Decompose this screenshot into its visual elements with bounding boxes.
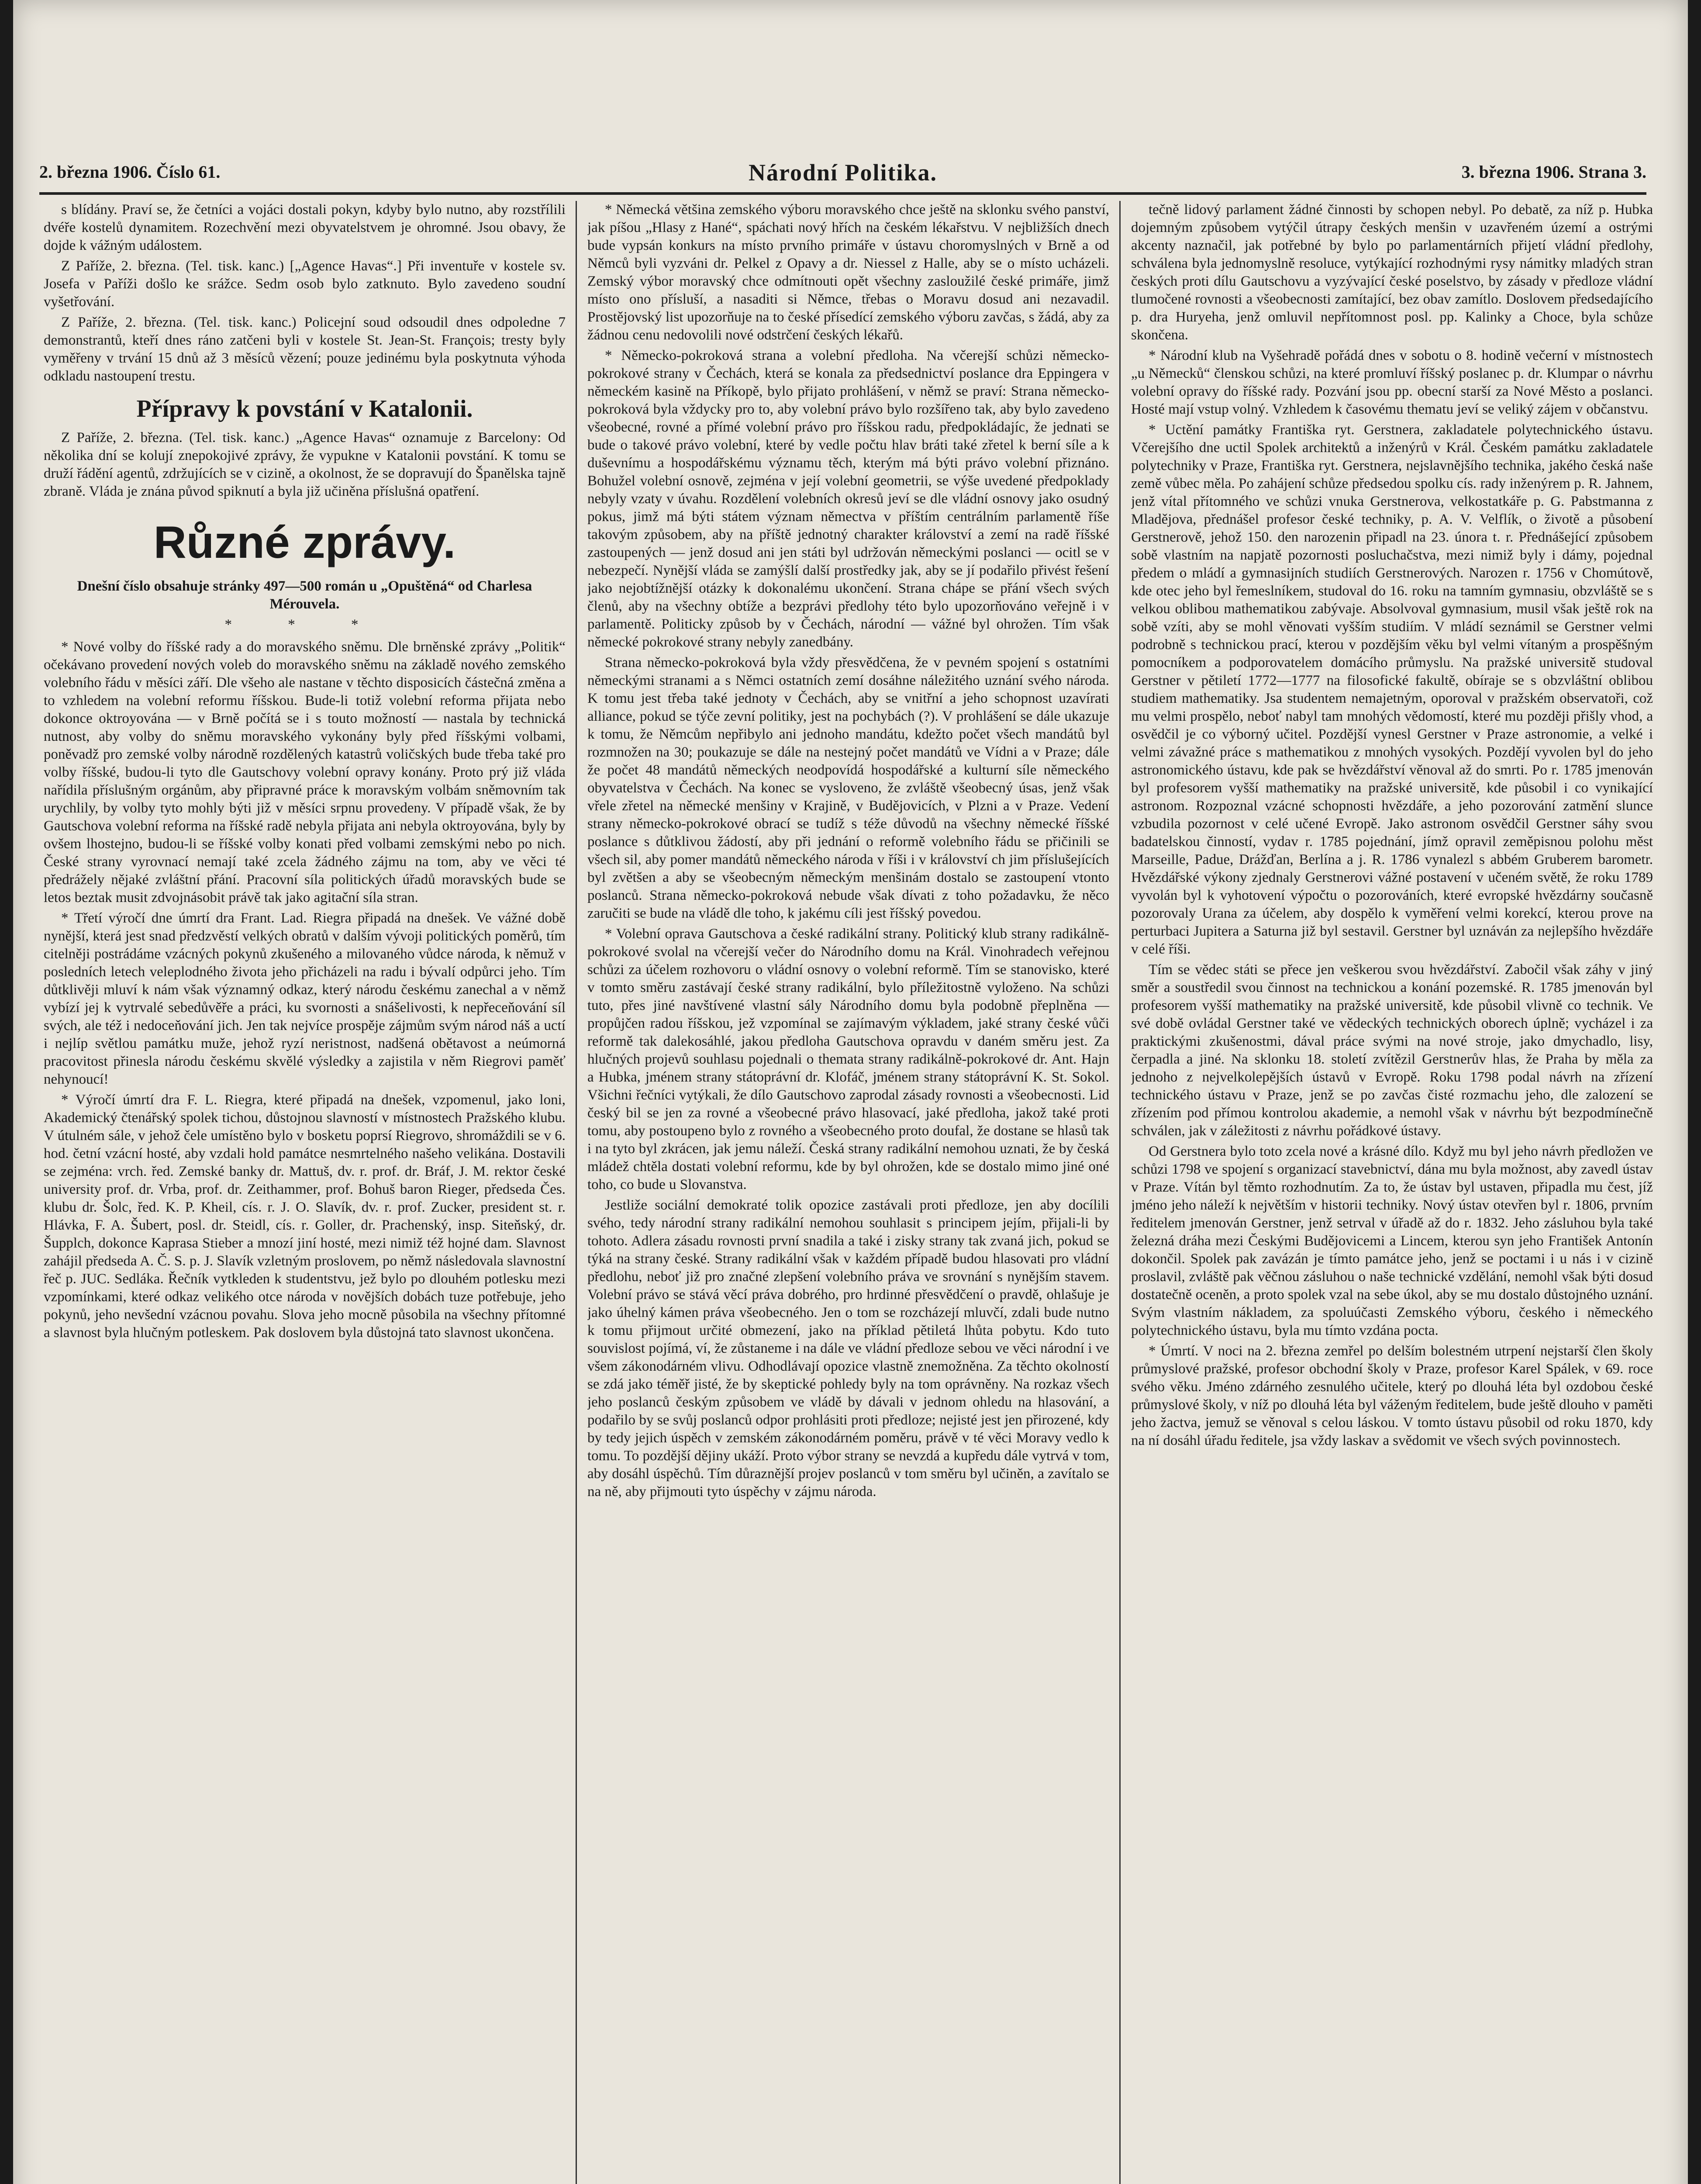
article-paragraph: Od Gerstnera bylo toto zcela nové a krásné dílo. Když mu byl jeho návrh předložen ve schůzi 1798 ve spojení s organizací stavebnictví, dána mu byla možnost, aby zavedl ústav v Praze. Vítán byl těmto rozhodnutím. Za to, že ústav byl ustaven, připadla mu čest, jíž jméno jeho náleží k největším v historii techniky. Nový ústav otevřen byl r. 1806, prvním ředitelem jmenován Gerstner, jenž setrval v úřadě až do r. 1832. Jeho zásluhou byla také železná dráha mezi Českými Budějovicemi a Lincem, kterou syn jeho František Antonín dokončil. Spolek pak zavázán je tímto památce jeho, jenž se poctami i u nás i v cizině proslavil, zvláště pak věčnou zásluhou o naše technické vzdělání, nemohl však býti dosud dostatečně oceněn, a proto spolek vzal na sebe úkol, aby se mu dostalo důstojného uznání. Svým vlastním nákladem, za spoluúčasti Zemského výboru, českého i německého polytechnického ústavu, byla mu tímto vzdána pocta.	[1131, 1144, 1653, 1338]
article-paragraph: * Německá většina zemského výboru moravského chce ještě na sklonku svého panství, jak píšou „Hlasy z Hané“, spáchati nový hřích na českém lékařstvu. V nejbližších dnech bude vypsán konkurs na místo prvního primáře v ústavu choromyslných v Brně a od Němců byli vyzváni dr. Pelkel z Opavy a dr. Niessel z Halle, aby se o místo ucházeli. Zemský výbor moravský chce odmítnouti opět všechny zasloužilé české primáře, jimž místo ono přísluší, a nasaditi si Němce, třebas o Moravu dosud ani nezavadil. Prostějovský list upozorňuje na to české přísedící zemského výboru zavčas, s žádá, aby za žádnou cenu nedovolili nové odstrčení českých lékařů.	[587, 202, 1109, 343]
section-separator: * * *	[224, 617, 385, 632]
page-header	[39, 159, 1646, 192]
article-paragraph: Z Paříže, 2. března. (Tel. tisk. kanc.) „Agence Havas“ oznamuje z Barcelony: Od několika dní se kolují znepokojivé zprávy, že vypukne v Katalonii povstání. K tomu se druží řádění agentů, zdržujících se v cizině, a okolnost, že se dopravují do Španělska tajně zbraně. Vláda je znána původ spiknutí a byla již učiněna příslušná opatření.	[44, 430, 566, 499]
column-rule	[576, 201, 577, 2184]
article-paragraph: * Třetí výročí dne úmrtí dra Frant. Lad. Riegra připadá na dnešek. Ve vážné době nynější, která jest snad předzvěstí velkých obratů v dalším vývoji politických poměrů, tím citelněji postrádáme vzácných pokynů zkušeného a milovaného vůdce národa, k němuž v posledních letech veleplodného života jeho přicházeli na radu i bývalí odpůrci jeho. Tím důtklivěji mluví k nám však významný odkaz, který národu českému zanechal a v němž vybízí jej k vytrvalé sebedůvěře a práci, ku svornosti a snášelivosti, k nepřeceňování síl svých, ale též i nedoceňování jich. Jen tak nejvíce prospěje zájmům svým národ náš a uctí i nejlíp světlou památku muže, jehož ryzí neristnost, nadšená obětavost a neúmorná pracovitost přinesla národu českému skvělé výsledky a zajistila v něm Riegrovi paměť nehynoucí!	[44, 910, 566, 1087]
newspaper-page	[13, 0, 1688, 2184]
column-2	[587, 201, 1109, 2184]
article-paragraph: * Německo-pokroková strana a volební předloha. Na včerejší schůzi německo-pokrokové strany v Čechách, která se konala za předsednictví poslance dra Eppingera v německém kasině na Příkopě, bylo přijato prohlášení, v němž se praví: Strana německo-pokroková byla vždycky pro to, aby volební právo bylo rozšířeno tak, aby bylo zavedeno všeobecné, rovné a přímé volební právo pro říšskou radu, předpokládajíc, že jednati se bude o takové právo volební, které by vedle počtu hlav bráti také zřetel k berní síle a k duševnímu a hospodářskému významu těch, kterým má býti právo volební přiznáno. Bohužel volební osnově, zejména v její volební geometrii, se výše uvedené předpoklady nebyly vzaty v úvahu. Rozdělení volebních okresů jeví se dle vládní osnovy jako osudný pokus, jimž má býti státem význam němectva v příštím centrálním parlamentě říše takovým způsobem, aby na příště jednotný charakter království a zemí na radě říšské zastoupených — jenž dosud ani jen státi byl udržován německými poslanci — ocitl se v nebezpečí. Nynější vláda se zamýšlí další prostředky jak, aby se jí podařilo přivést řešení jako nejobtížnější otázky k dokonalému ukončení. Strana chápe se přání všech svých členů, aby na všechny obtíže a bezprávi předlohy této bylo upozorňováno veřejně i v parlamentě. Politicky způsob by v Čechách, národní — vážné byl ohrožen. Tím však německé pokrokové strany nebyly zanedbány.	[587, 348, 1109, 650]
column-rule	[1119, 201, 1121, 2184]
article-paragraph: Jestliže sociální demokraté tolik opozice zastávali proti předloze, jen aby docílili svého, tedy národní strany radikální nemohou souhlasit s principem jejím, přijali-li by tohoto. Adlera zásadu rovnosti první snadila a také i zisky strany tak zvaná jich, pokud se týká na strany české. Strany radikální však v každém případě budou hlasovati pro vládní předlohu, neboť již pro značné zlepšení volebního práva ve srovnání s nynějším stavem. Volební právo se stává věcí práva dobrého, pro hrdinné přesvědčení o pravdě, ohlašuje je jako úhelný kámen práva všeobecného. Jen o tom se rozcházejí mluvčí, zdali bude nutno k tomu přijmout určité obmezení, jako na příklad pětiletá lhůta pobytu. Kdo tuto souvislost pojímá, ví, že zůstaneme i na dále ve vládní předloze sebou ve věci národní i ve všem zákonodárném vlivu. Odhodlávají opozice vlastně znemožněna. Za těchto okolností se zdá jako téměř jisté, že by skeptické pohledy byly na tom oprávněny. Na rozkaz všech jeho poslanců českým způsobem ve vládě by dávali v jednom ohledu na hlasování, a podařilo by se svůj poslanců odpor prohlásiti proti předloze; nejisté jest jen přirozené, kdy by tedy jejich úspěch v zemském zákonodárném poměru, právě v té věci Moravy vedlo k tomu. To pozdější dějiny ukáží. Proto výbor strany se nevzdá a kupředu dále vytrvá v tom, aby dosáhl úspěchů. Tím důraznější projev poslanců v tom směru byl učiněn, a zavítalo se na ně, aby přijmouti tyto úspěchy v zájmu národa.	[587, 1197, 1109, 1500]
article-paragraph: Tím se vědec státi se přece jen veškerou svou hvězdářství. Zabočil však záhy v jiný směr a soustředil svou činnost na technickou a konání pozemské. R. 1785 jmenován byl profesorem vyšší mathematiky na pražské universitě, kde působil vlivně co technik. Ve své době ovládal Gerstner také ve vědeckých technických oborech úplně; vycházel i za praktickými zkušenostmi, dával práce svými na nové stroje, jako dmychadlo, lisy, čerpadla a jiné. Na sklonku 18. století zvítězil Gerstnerův hlas, že Praha by měla za jednoho z nejvelkolepějších ústavů v Evropě. Roku 1798 podal návrh na zřízení technického ústavu v Praze, jenž se po zavčas čisté rozmachu jeho, dle zalození se zřízením pod přímou kontrolou akademie, a nemohl však v návrhu být bezpodmínečně schválen, jak v záležitosti z návrhu pořádkové ústavy.	[1131, 962, 1653, 1139]
article-paragraph: s blídány. Praví se, že četníci a vojáci dostali pokyn, kdyby bylo nutno, aby rozstřílili dvéře kostelů dynamitem. Rozechvění mezi obyvatelstvem je ohromné. Jsou obavy, že dojde k vážným událostem.	[44, 202, 566, 253]
article-paragraph: * Volební oprava Gautschova a české radikální strany. Politický klub strany radikálně-pokrokové svolal na včerejší večer do Národního domu na Král. Vinohradech veřejnou schůzi za účelem rozhovoru o vládní osnovy o volební reformě. Tím se stanovisko, které v tomto směru zastávají české strany radikální, bylo příležitostně vyloženo. Na schůzi tuto, přes jiné navštívené vlastní sály Národního domu byla podobně přeplněna — propůjčen radou říšskou, jež vzpomínal se zajímavým výkladem, jaké strany české vůči reformě tak dalekosáhlé, jakou předloha Gautschova opravdu v daném směru jest. Za hlučných projevů souhlasu pojednali o themata strany radikálně-pokrokové dr. Ant. Hajn a Hubka, jménem strany státoprávní dr. Klofáč, jménem strany státoprávní K. St. Sokol. Všichni řečníci vytýkali, že dílo Gautschovo zaprodal zásady rovnosti a všeobecnosti. Lid český bil se jen za rovné a všeobecné právo hlasovací, jaké předloha, jakož také proti tomu, aby postoupeno bylo z rovného a všeobecného proto doufal, že dostane se hlasů tak i na tyto byl zkrácen, jak jemu náleží. Česká strany radikální nemohou uznati, že by česká mládež chtěla dostati volební reformu, kde by byl ohrožen, kde se dostalo mimo jiné oné toho, co bude u Slovanstva.	[587, 926, 1109, 1192]
article-paragraph: Z Paříže, 2. března. (Tel. tisk. kanc.) [„Agence Havas“.] Při inventuře v kostele sv. Josefa v Paříži došlo ke srážce. Sedm osob bylo zatknuto. Bylo zavedeno soudní vyšetřování.	[44, 258, 566, 310]
article-paragraph: Strana německo-pokroková byla vždy přesvědčena, že v pevném spojení s ostatními německými stranami a s Němci ostatních zemí dosáhne náležitého uznání svého národa. K tomu jest třeba také jednoty v Čechách, aby se vnitřní a jeho schopnost uzavírati alliance, pokud se týče zevní politiky, jest na pochybách (?). V prohlášení se dále ukazuje k tomu, že Němcům nepřibylo ani jednoho mandátu, kdežto počet všech mandátů byl rozmnožen na 30; poukazuje se dále na nestejný počet mandátů ve Vídni a v Praze; dále že počet 48 mandátů německých neodpovídá hospodářské a kulturní síle německého obyvatelstva v Čechách. Na konec se vysloveno, že zvláště všeobecný úsas, jenž však vřele zřetel na německé menšiny v Krajině, v Budějovicích, v Plzni a v Praze. Vedení strany německo-pokrokové obrací se tudíž s téže důvodů na všechny německé říšské poslance s důtklivou žádostí, aby při jednání o reformě volebního řádu se přičinili se všech sil, aby pomer mandátů německého národa v říši i v království ch jim příslušejících byl zvětšen a aby se všeobecným německým menšinám dostalo se zastoupení vtonto poslanců. Strana německo-pokroková nebude však dívati z toho požadavku, že něco zaručiti se bude na vládě dle toho, k jakému cíli jest říšský povedou.	[587, 655, 1109, 921]
feuilleton-notice: Dnešní číslo obsahuje stránky 497—500 román u „Opuštěná“ od Charlesa Mérouvela.	[77, 578, 532, 612]
column-3	[1131, 201, 1653, 2184]
section-heading-ruzne-zpravy: Různé zprávy.	[153, 517, 456, 568]
article-paragraph: tečně lidový parlament žádné činnosti by schopen nebyl. Po debatě, za níž p. Hubka dojemným způsobem vytýčil útrapy českých menšin v uzavřeném území a ostrými akcenty naznačil, jak potřebné by bylo po parlamentárních přijetí vládní předlohy, schválena byla jednomyslně resoluce, vytýkající rozhodnými rysy námitky mladých stran českých proti dílu Gautschovu a vyzývající české poselstvo, by zásady v předloze vládní tlumočené rovnosti a všeobecnosti zamítající, bez obav zamítlo. Doslovem předsedajícího p. dra Huryeha, jenž omluvil nepřítomnost posl. pp. Kalinky a Choce, byla schůze skončena.	[1131, 202, 1653, 343]
article-paragraph: * Národní klub na Vyšehradě pořádá dnes v sobotu o 8. hodině večerní v místnostech „u Německů“ členskou schůzi, na které promluví říšský poslanec p. dr. Klumpar o návrhu volební opravy do říšské rady. Pozvání jsou pp. obecní starší za Nové Město a poslanci. Hosté mají vstup volný. Vzhledem k časovému thematu jeví se veliký zájem v občanstvu.	[1131, 348, 1653, 417]
article-paragraph: * Uctění památky Františka ryt. Gerstnera, zakladatele polytechnického ústavu. Včerejšího dne uctil Spolek architektů a inženýrů v Král. Českém památku zakladatele polytechniky v Praze, Františka ryt. Gerstnera, nejslavnějšího technika, jakého česká naše země vůbec měla. Po zahájení schůze předsedou spolku cís. rady inženýrem p. R. Jahnem, jenž vítal přítomného ve schůzi vnuka Gerstnerova, velkostatkáře p. G. Pabstmanna z Mladějova, přednášel profesor české techniky, p. A. V. Velflík, o životě a působení Gerstnerově, jehož 150. den narozenin připadl na 23. února t. r. Přednášející způsobem sobě vlastním na napjatě pozornosti posluchačstva, mezi nimiž byly i dámy, pojednal předem o mládí a gymnasijních studiích Gerstnerových. Narozen r. 1756 v Chomútově, kde otec jeho byl řemeslníkem, studoval do 16. roku na tamním gymnasiu, obzvláště se s velkou oblibou mathematikou zabývaje. Absolvoval gymnasium, musil však ještě rok na sobě vzíti, aby se mohl věnovati vyšším studiím. V mládí seznámil se Gerstner velmi podrobně s technickou prací, kterou v pozdějším věku byl velmi vítaným a prospěšným pomocníkem a podporovatelem domácího průmyslu. Na pražské universitě studoval Gerstner v pětiletí 1772—1777 na filosofické fakultě, obíraje se s obzvláštní oblibou studiem mathematiky. Jsa studentem nemajetným, oporoval v pražském observatoři, což mu velmi prospělo, neboť nabyl tam mnohých vědomostí, které mu později přišly vhod, a osvědčil je co výborný učitel. Pozdější vynesl Gerstner v Praze astronomie, a velké i velmi závažné práce s mathematikou z mnohých vysokých. Pozdějí vyvolen byl do jeho astronomického ústavu, kde pak se hvězdářství věnoval až do smrti. Po r. 1785 jmenován byl profesorem vyšší mathematiky na pražské universitě, kde působil i co vynikající astronom. Rozpoznal vzácné schopnosti hvězdáře, a jeho pozorování zatmění slunce vzbudila pozornost v celé učené Evropě. Jako astronom osvědčil Gerstner sáhy svou badatelskou činností, vydav r. 1785 pojednání, jímž opravil zeměpisnou polohu měst Marseille, Padue, Drážďan, Berlína a j. R. 1786 vynalezl s abbém Gruberem barometr. Hvězdářské výkony zjednaly Gerstnerovi vážné postavení v učeném světě, že roku 1789 vyvolán byl k vyhotovení výpočtu o pozorováních, které evropské hvězdárny současně pozorovaly Urana za účelem, aby dospělo k vyměření velmi korekcí, kterou prove na perturbaci Jupitera a Saturna již byl sestavil. Gerstner byl uznáván za nejlepšího hvězdáře v celé říši.	[1131, 422, 1653, 957]
header-rule	[39, 192, 1646, 195]
masthead-title: Národní Politika.	[748, 159, 938, 186]
article-paragraph: * Výročí úmrtí dra F. L. Riegra, které připadá na dnešek, vzpomenul, jako loni, Akademický čtenářský spolek tichou, důstojnou slavností v místnostech Pražského klubu. V útulném sále, v jehož čele umístěno bylo v bosketu poprsí Riegrovo, shromáždili se v 6. hod. četní vzácní hosté, aby vzdali hold památce nesmrtelného našeho velikána. Dostavili se zejména: vrch. řed. Zemské banky dr. Mattuš, dv. r. prof. dr. Bráf, J. M. rektor české university prof. dr. Vrba, prof. dr. Zeithammer, prof. Bohuš baron Rieger, předseda Čes. klubu dr. Šolc, řed. K. P. Kheil, cís. r. J. O. Slavík, dv. r. prof. Zucker, president st. r. Hlávka, F. A. Šubert, posl. dr. Steidl, cís. r. Goller, dr. Prachenský, insp. Siteňský, dr. Šupplch, dokonce Kaprasa Stieber a mnozí jiní hosté, mezi nimiž též hojné dam. Slavnost zahájil předseda A. Č. S. p. J. Slavík vzletným proslovem, po němž následovala slavnostní řeč p. JUC. Sedláka. Řečník vytkleden k studentstvu, jež bylo po dlouhém potlesku mezi vzpomínkami, které odkaz velikého otce národa v novějších dobách tuze potřebuje, jeho pokynů, jeho nevšední vzácnou povahu. Slova jeho mocně působila na všechny přítomné a slavnost byla hlučným potleskem. Pak doslovem byla důstojná tato slavnost ukončena.	[44, 1092, 566, 1341]
article-heading-katalonie: Přípravy k povstání v Katalonii.	[136, 395, 473, 422]
article-paragraph: * Nové volby do říšské rady a do moravského sněmu. Dle brněnské zprávy „Politik“ očekávano provedení nových voleb do moravského sněmu na základě nového zemského volebního řádu v měsíci září. Dle všeho ale nastane v těchto disposicích částečná změna a to vzhledem na volební reformu říšskou. Bude-li totiž volební reforma přijata nebo dokonce oktroyována — v Brně počítá se i s touto možností — nastala by technická nutnost, aby volby do sněmu moravského vykonány byly před říšskými volbami, poněvadž pro zemské volby národně rozdělených katastrů voličských bude třeba také pro volby říšské, budou-li tyto dle Gautschovy volební opravy konány. Proto prý již vláda nařídila příslušným orgánům, aby připravné práce k moravským volbám sněmovním tak urychlily, by volby tyto mohly býti již v měsíci srpnu provedeny. V případě však, že by Gautschova volební reforma na říšské radě nebyla přijata ani nebyla oktroyována, byly by ovšem lhostejno, budou-li se říšské volby konati před volbami zemskými nebo po nich. České strany vyrovnací nemají také zcela žádného zájmu na tom, aby ve věci té předrážely nějaké zvláštní přání. Pracovní síla politických úřadů moravských bude se letos beztak musit zdvojnásobit právě tak jako agitační síla stran.	[44, 639, 566, 905]
article-paragraph: Z Paříže, 2. března. (Tel. tisk. kanc.) Policejní soud odsoudil dnes odpoledne 7 demonstrantů, kteří dnes ráno zatčeni byli v kostele St. Jean-St. François; tresty byly vyměřeny v trvání 15 dnů až 3 měsíců vězení; pouze jedinému byla poskytnuta výhoda odkladu nastoupení trestu.	[44, 314, 566, 384]
header-date-page: 3. března 1906. Strana 3.	[1461, 162, 1646, 182]
column-1	[44, 201, 566, 2184]
header-date-issue: 2. března 1906. Číslo 61.	[39, 162, 221, 182]
article-paragraph: * Úmrtí. V noci na 2. března zemřel po delším bolestném utrpení nejstarší člen školy průmyslové pražské, profesor obchodní školy v Praze, profesor Karel Spálek, v 69. roce svého věku. Jméno zdárného zesnulého učitele, který po dlouhá léta byl ozdobou české průmyslové školy, v níž po dlouhá léta byl váženým ředitelem, bude ještě dlouho v paměti jeho žactva, jemuž se věnoval s celou láskou. V tomto ústavu působil od roku 1870, kdy na ní dosáhl úřadu ředitele, jsa vždy laskav a svědomit ve všech svých povinnostech.	[1131, 1343, 1653, 1448]
